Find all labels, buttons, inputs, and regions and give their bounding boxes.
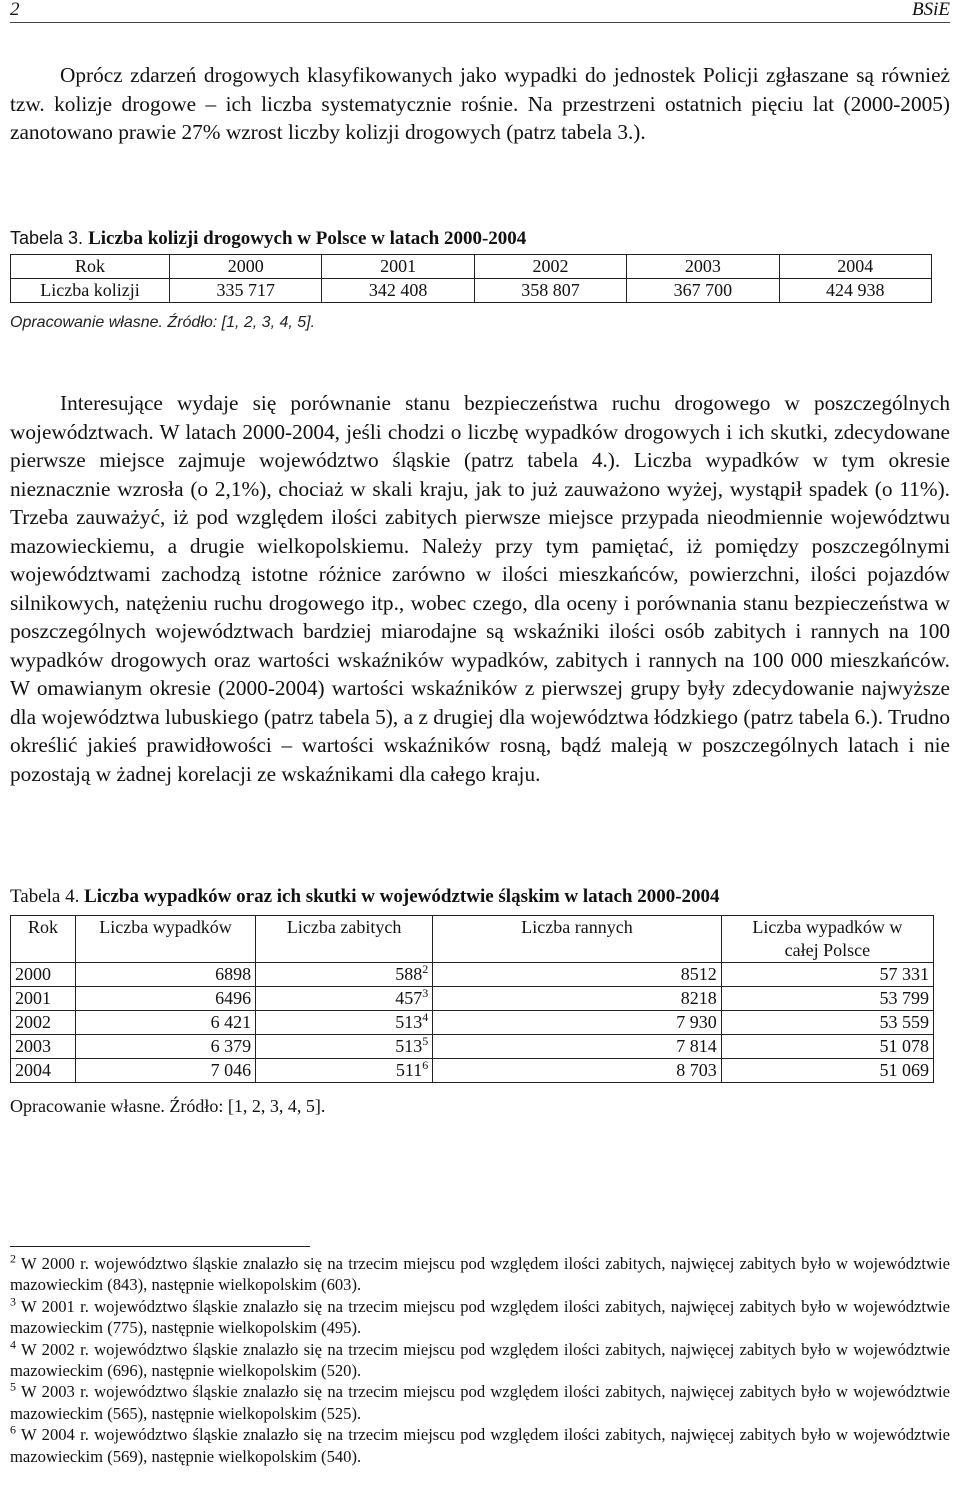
page-header <box>10 0 950 23</box>
table-row <box>11 987 934 1011</box>
table4-injured: 7 930 <box>433 1011 722 1035</box>
table3-cell: 2000 <box>170 255 322 279</box>
footnote-ref: 6 <box>422 1058 429 1072</box>
footnotes <box>10 1253 950 1467</box>
table4-header: Liczba wypadków <box>75 916 255 963</box>
footnote <box>10 1424 950 1467</box>
table4-title: Liczba wypadków oraz ich skutki w województwie śląskim w latach 2000-2004 <box>84 886 720 907</box>
table4-header: Rok <box>11 916 76 963</box>
table3-title: Liczba kolizji drogowych w Polsce w latach 2000-2004 <box>88 228 527 249</box>
table3-cell: 335 717 <box>170 279 322 303</box>
table4-poland: 53 799 <box>721 987 933 1011</box>
table4-year: 2004 <box>11 1059 76 1083</box>
table4-poland: 51 078 <box>721 1035 933 1059</box>
table4-accidents: 7 046 <box>75 1059 255 1083</box>
table3-cell: 358 807 <box>474 279 626 303</box>
footnote-ref: 5 <box>422 1034 429 1048</box>
table-row <box>11 1035 934 1059</box>
table3-cell: 2003 <box>627 255 779 279</box>
table4-killed-value: 588 <box>395 964 423 984</box>
table3 <box>10 254 932 303</box>
table4-year: 2003 <box>11 1035 76 1059</box>
table4-header: Liczba rannych <box>433 916 722 963</box>
table4-injured: 7 814 <box>433 1035 722 1059</box>
table4-killed <box>256 1059 433 1083</box>
paragraph-kolizje: Oprócz zdarzeń drogowych klasyfikowanych jako wypadki do jednostek Policji zgłaszane są również tzw. kolizje drogowe – ich liczba systematycznie rośnie. Na przestrzeni ostatnich pięciu lat (2000-2005) zanotowano prawie 27% wzrost liczby kolizji drogowych (patrz tabela 3.). <box>10 63 950 144</box>
table4-killed <box>256 963 433 987</box>
table4 <box>10 915 934 1083</box>
footnote-mark: 5 <box>10 1379 16 1394</box>
table4-header: Liczba wypadków w całej Polsce <box>721 916 933 963</box>
table3-caption <box>10 228 526 250</box>
footnote-text: W 2003 r. województwo śląskie znalazło się na trzecim miejscu pod względem ilości zabitych, najwięcej zabitych było w województwie mazowieckim (565), następnie wielkopolskim (525). <box>10 1382 950 1423</box>
table4-killed-value: 513 <box>395 1012 423 1032</box>
table3-row-counts <box>11 279 932 303</box>
footnote-mark: 3 <box>10 1294 16 1309</box>
table3-row-header: Liczba kolizji <box>11 279 170 303</box>
footnote <box>10 1296 950 1339</box>
table-row <box>11 963 934 987</box>
footnote-mark: 6 <box>10 1422 16 1437</box>
footnote-text: W 2001 r. województwo śląskie znalazło się na trzecim miejscu pod względem ilości zabitych, najwięcej zabitych było w województwie mazowieckim (775), następnie wielkopolskim (495). <box>10 1296 950 1338</box>
table-row <box>11 1011 934 1035</box>
table4-injured: 8 703 <box>433 1059 722 1083</box>
table3-cell: 367 700 <box>627 279 779 303</box>
table3-row-header: Rok <box>11 255 170 279</box>
table3-cell: 2004 <box>779 255 931 279</box>
journal-name: BSiE <box>912 0 950 20</box>
footnote-text: W 2004 r. województwo śląskie znalazło się na trzecim miejscu pod względem ilości zabitych, najwięcej zabitych było w województwie mazowieckim (569), następnie wielkopolskim (540). <box>10 1425 950 1466</box>
table4-caption <box>10 886 720 908</box>
table4-header: Liczba zabitych <box>256 916 433 963</box>
table4-header-row <box>11 916 934 963</box>
table4-accidents: 6 421 <box>75 1011 255 1035</box>
table4-accidents: 6898 <box>75 963 255 987</box>
footnote-ref: 3 <box>422 986 429 1000</box>
table4-poland: 57 331 <box>721 963 933 987</box>
table4-year: 2000 <box>11 963 76 987</box>
table4-injured: 8218 <box>433 987 722 1011</box>
table4-year: 2002 <box>11 1011 76 1035</box>
table4-accidents: 6 379 <box>75 1035 255 1059</box>
table4-source: Opracowanie własne. Źródło: [1, 2, 3, 4, 5]. <box>10 1096 326 1116</box>
footnote <box>10 1339 950 1382</box>
table4-killed-value: 513 <box>395 1036 423 1056</box>
table4-accidents: 6496 <box>75 987 255 1011</box>
footnote-ref: 4 <box>422 1010 429 1024</box>
table4-killed <box>256 1035 433 1059</box>
paragraph-wojewodztwa: Interesujące wydaje się porównanie stanu bezpieczeństwa ruchu drogowego w poszczególnych województwach. W latach 2000-2004, jeśli chodzi o liczbę wypadków drogowych i ich skutki, zdecydowane pierwsze miejsce zajmuje województwo śląskie (patrz tabela 4.). Liczba wypadków w tym okresie nieznacznie wzrosła (o 2,1%), chociaż w skali kraju, jak to już zauważono wyżej, wystąpił spadek (o 11%). Trzeba zauważyć, iż pod względem ilości zabitych pierwsze miejsce przypada nieodmiennie województwu mazowieckiemu, a drugie wielkopolskiemu. Należy przy tym pamiętać, iż pomiędzy poszczególnymi województwami zachodzą istotne różnice zarówno w ilości mieszkańców, powierzchni, ilości pojazdów silnikowych, natężeniu ruchu drogowego itp., wobec czego, dla oceny i porównania stanu bezpieczeństwa w poszczególnych województwach bardziej miarodajne są wskaźniki ilości osób zabitych i rannych na 100 wypadków drogowych oraz wartości wskaźników wypadków, zabitych i rannych na 100 000 mieszkańców. W omawianym okresie (2000-2004) wartości wskaźników z pierwszej grupy były zdecydowanie najwyższe dla województwa lubuskiego (patrz tabela 5), a z drugiej dla województwa łódzkiego (patrz tabela 6.). Trudno określić jakieś prawidłowości – wartości wskaźników rosną, bądź maleją w poszczególnych latach i nie pozostają w żadnej korelacji ze wskaźnikami dla całego kraju. <box>10 391 950 786</box>
table3-cell: 424 938 <box>779 279 931 303</box>
table3-row-years <box>11 255 932 279</box>
table3-cell: 2001 <box>322 255 474 279</box>
page-number: 2 <box>10 0 20 20</box>
footnote-ref: 2 <box>422 962 429 976</box>
table4-killed <box>256 1011 433 1035</box>
table4-killed-value: 457 <box>395 988 423 1008</box>
footnote-mark: 2 <box>10 1251 16 1266</box>
table4-label: Tabela 4. <box>10 886 80 907</box>
footnote-text: W 2000 r. województwo śląskie znalazło się na trzecim miejscu pod względem ilości zabitych, najwięcej zabitych było w województwie mazowieckim (843), następnie wielkopolskim (603). <box>10 1254 950 1295</box>
table4-killed-value: 511 <box>395 1060 423 1080</box>
footnote-separator <box>10 1246 310 1247</box>
table3-label: Tabela 3. <box>10 228 84 248</box>
table3-cell: 2002 <box>474 255 626 279</box>
table4-injured: 8512 <box>433 963 722 987</box>
footnote <box>10 1253 950 1296</box>
footnote <box>10 1381 950 1424</box>
footnote-text: W 2002 r. województwo śląskie znalazło się na trzecim miejscu pod względem ilości zabitych, najwięcej zabitych było w województwie mazowieckim (696), następnie wielkopolskim (520). <box>10 1339 950 1381</box>
footnote-mark: 4 <box>10 1337 16 1352</box>
table3-cell: 342 408 <box>322 279 474 303</box>
table4-poland: 51 069 <box>721 1059 933 1083</box>
table-row <box>11 1059 934 1083</box>
table3-source: Opracowanie własne. Źródło: [1, 2, 3, 4, 5]. <box>10 314 316 331</box>
table4-year: 2001 <box>11 987 76 1011</box>
table4-killed <box>256 987 433 1011</box>
table4-poland: 53 559 <box>721 1011 933 1035</box>
